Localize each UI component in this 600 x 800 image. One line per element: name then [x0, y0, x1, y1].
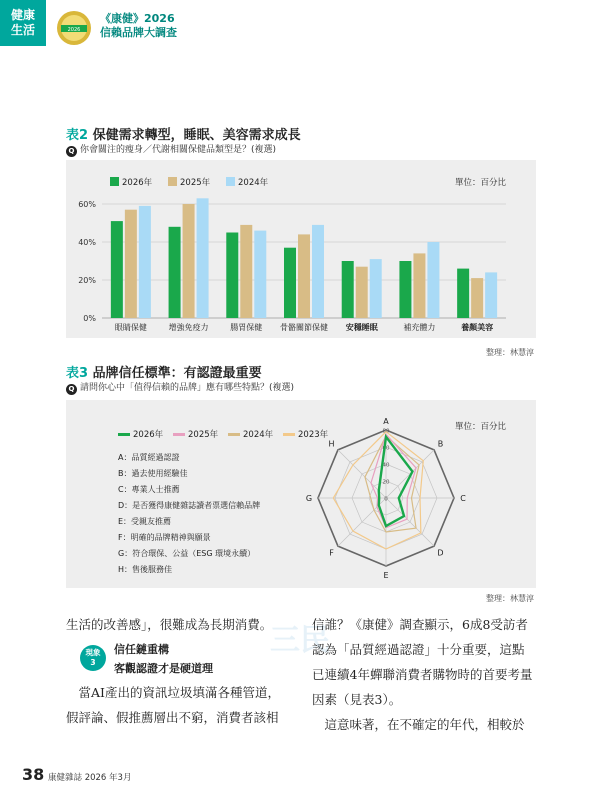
bar — [471, 278, 483, 318]
table3-item: D：是否獲得康健雜誌讀者票選信賴品牌 — [118, 501, 261, 510]
body-right-line5: 這意味著，在不確定的年代，相較於 — [312, 717, 525, 732]
radar-tick-label: 40 — [382, 462, 390, 469]
x-tick-label: 骨骼關節保健 — [280, 323, 328, 332]
table3-item: F：明確的品牌精神與願景 — [118, 533, 211, 542]
x-tick-label: 眼睛保健 — [114, 323, 147, 332]
legend-label: 2026年 — [122, 178, 153, 188]
table2-question — [66, 142, 276, 157]
radar-axis-label: D — [437, 548, 444, 558]
radar-axis-label: E — [383, 571, 389, 580]
survey-title-line2: 信賴品牌大調查 — [100, 26, 177, 39]
radar-axis-label: B — [437, 439, 444, 449]
legend-swatch — [228, 433, 240, 436]
body-right-line3: 已連續4年蟬聯消費者購物時的首要考量 — [312, 667, 533, 682]
table3-credit: 整理：林慧淳 — [486, 594, 534, 603]
table3-item: A：品質經過認證 — [118, 453, 180, 462]
section-label: 健康 生活 — [10, 8, 35, 37]
radar-tick-label: 0 — [384, 496, 388, 503]
survey-title-line1: 《康健》2026 — [100, 12, 175, 25]
bar — [197, 198, 209, 318]
bar — [413, 253, 425, 318]
x-tick-label: 補充體力 — [403, 323, 436, 332]
table3-panel — [66, 400, 536, 588]
phenomenon-badge: 現象 3 — [80, 645, 106, 671]
bar — [427, 242, 439, 318]
table2-title-text: 保健需求轉型，睡眠、美容需求成長 — [92, 128, 301, 143]
legend-swatch — [118, 433, 130, 436]
bar — [240, 225, 252, 318]
bar — [125, 210, 137, 318]
radar-tick-label: 60 — [382, 445, 390, 452]
table3-number: 表3 — [66, 366, 89, 381]
y-tick-label: 40% — [78, 238, 96, 247]
radar-tick-label: 80 — [382, 428, 390, 435]
table2-credit: 整理：林慧淳 — [486, 348, 534, 357]
radar-axis-label: C — [460, 494, 466, 503]
table2-panel — [66, 160, 536, 338]
table2-number: 表2 — [66, 128, 89, 143]
svg-text:2026: 2026 — [67, 27, 81, 33]
bar — [356, 267, 368, 318]
y-tick-label: 0% — [83, 314, 96, 323]
bar — [284, 248, 296, 318]
x-tick-label: 安穩睡眠 — [345, 323, 378, 332]
table3-unit: 單位：百分比 — [454, 422, 506, 432]
bar — [169, 227, 181, 318]
legend-label: 2025年 — [188, 430, 219, 440]
legend-label: 2026年 — [133, 430, 164, 440]
bar — [312, 225, 324, 318]
magazine-issue: 康健雜誌 2026 年3月 — [48, 773, 132, 783]
body-right-line4: 因素（見表3）。 — [312, 692, 402, 707]
radar-axis-label: G — [305, 494, 313, 503]
x-tick-label: 腸胃保健 — [230, 323, 263, 332]
y-tick-label: 20% — [78, 276, 96, 285]
table3-item: H：售後服務佳 — [118, 565, 173, 574]
bar — [485, 272, 497, 318]
table3-question-text: 請問你心中「值得信賴的品牌」應有哪些特點？(複選) — [80, 383, 295, 393]
page-number: 38 — [22, 765, 45, 784]
table2-unit: 單位：百分比 — [454, 178, 506, 188]
section-heading-1: 信任鏈重構 — [114, 643, 169, 656]
table2-title — [66, 124, 301, 143]
table3-item-list — [118, 450, 260, 578]
body-left-line3: 假評論、假推薦層出不窮，消費者該相 — [66, 710, 279, 725]
table3-item: C：專業人士推薦 — [118, 485, 180, 494]
section-heading-2: 客觀認證才是硬道理 — [114, 662, 213, 675]
legend-label: 2023年 — [298, 430, 329, 440]
legend-label: 2024年 — [238, 178, 269, 188]
body-left-line1: 生活的改善感」，很難成為長期消費。 — [66, 617, 273, 632]
table3-title — [66, 362, 262, 381]
bar — [399, 261, 411, 318]
bar — [457, 269, 469, 318]
legend-swatch — [283, 433, 295, 436]
bar — [298, 234, 310, 318]
x-tick-label: 養顏美容 — [461, 323, 494, 332]
legend-label: 2024年 — [243, 430, 274, 440]
bar — [139, 206, 151, 318]
bar — [226, 233, 238, 319]
bar — [370, 259, 382, 318]
trusted-brand-badge-icon — [56, 10, 92, 46]
body-left-line2: 當AI產出的資訊垃圾填滿各種管道， — [66, 685, 280, 700]
body-right-line2: 認為「品質經過認證」十分重要，這點 — [312, 642, 525, 657]
bar — [111, 221, 123, 318]
legend-swatch — [173, 433, 185, 436]
legend-swatch — [226, 177, 235, 186]
bar — [183, 204, 195, 318]
table3-item: E：受親友推薦 — [118, 517, 172, 526]
table3-question — [66, 380, 294, 395]
table3-item: B：過去使用經驗佳 — [118, 469, 188, 478]
table3-item: G：符合環保、公益（ESG 環境永續） — [118, 549, 256, 558]
radar-tick-label: 20 — [382, 479, 390, 486]
table3-title-text: 品牌信任標準：有認證最重要 — [92, 366, 262, 381]
radar-axis-label: H — [328, 439, 335, 449]
y-tick-label: 60% — [78, 200, 96, 209]
question-icon: Q — [66, 384, 77, 395]
section-tab — [0, 0, 46, 46]
body-right-line1: 信誰？《康健》調查顯示，6成8受訪者 — [312, 617, 528, 632]
watermark: 三民 — [270, 623, 330, 658]
radar-axis-label: A — [383, 417, 389, 426]
legend-label: 2025年 — [180, 178, 211, 188]
legend-swatch — [110, 177, 119, 186]
table2-question-text: 你會關注的瘦身／代謝相關保健品類型是？(複選) — [80, 145, 277, 155]
bar — [342, 261, 354, 318]
radar-axis-label: F — [329, 548, 334, 558]
question-icon: Q — [66, 146, 77, 157]
bar — [254, 231, 266, 318]
survey-title — [100, 12, 177, 40]
legend-swatch — [168, 177, 177, 186]
x-tick-label: 增強免疫力 — [168, 323, 209, 332]
